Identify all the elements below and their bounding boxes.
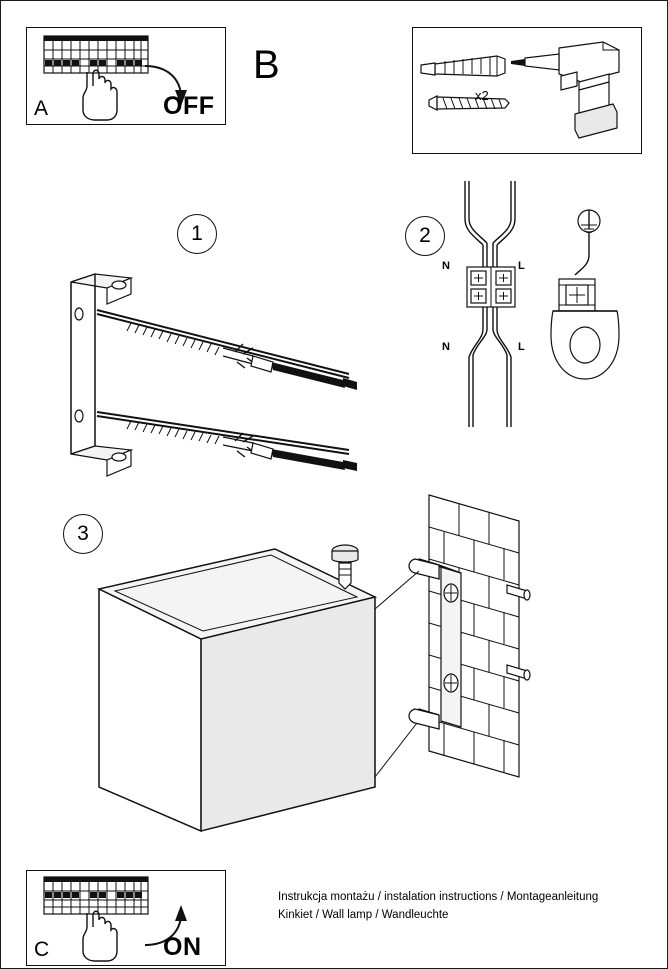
panel-b-graphic: [413, 28, 641, 153]
step-1-graphic: [57, 266, 377, 491]
wall-bracket-with-screws-icon: [57, 266, 377, 491]
step-2-terminal-graphic: [453, 179, 543, 429]
fuse-box-switch-on-icon: [44, 877, 148, 914]
panel-c-action-label: ON: [163, 933, 202, 961]
earth-ground-symbol-icon: [541, 199, 651, 399]
panel-b-letter: B: [253, 43, 280, 87]
terminal-label-bottom-right: L: [518, 341, 525, 353]
cube-wall-lamp-on-brick-wall-icon: [89, 487, 559, 847]
pointing-hand-icon: [83, 911, 117, 961]
panel-c: [26, 870, 226, 966]
pointing-hand-icon: [83, 70, 117, 120]
lower-fixing-assembly: [97, 412, 357, 471]
power-drill-icon: [511, 42, 619, 138]
cube-lamp: [99, 549, 375, 831]
step-1-number-label: 1: [191, 222, 203, 245]
terminal-block-icon: [453, 179, 543, 429]
footer-line-2: Kinkiet / Wall lamp / Wandleuchte: [278, 909, 449, 921]
panel-b: [412, 27, 642, 154]
step-3-graphic: [89, 487, 559, 847]
footer-line-1: Instrukcja montażu / instalation instructions / Montageanleitung: [278, 891, 599, 903]
upper-fixing-assembly: [97, 310, 357, 390]
wall-plug-icon: [421, 56, 505, 76]
step-2-number-label: 2: [419, 224, 431, 247]
panel-c-letter: C: [34, 938, 50, 961]
step-3-number-label: 3: [77, 522, 89, 545]
terminal-label-top-right: L: [518, 260, 525, 272]
step-2-earth-graphic: [541, 199, 651, 399]
terminal-label-top-left: N: [442, 260, 450, 272]
fuse-box-switch-off-icon: [44, 36, 148, 73]
panel-a-letter: A: [34, 97, 49, 120]
panel-b-quantity-label: x2: [475, 88, 489, 103]
earth-terminal-block-icon: [559, 279, 595, 311]
step-2-number: [405, 216, 445, 256]
screw-icon: [429, 96, 509, 110]
panel-a: [26, 27, 226, 125]
terminal-label-bottom-left: N: [442, 341, 450, 353]
panel-a-action-label: OFF: [163, 92, 215, 120]
step-1-number: [177, 214, 217, 254]
